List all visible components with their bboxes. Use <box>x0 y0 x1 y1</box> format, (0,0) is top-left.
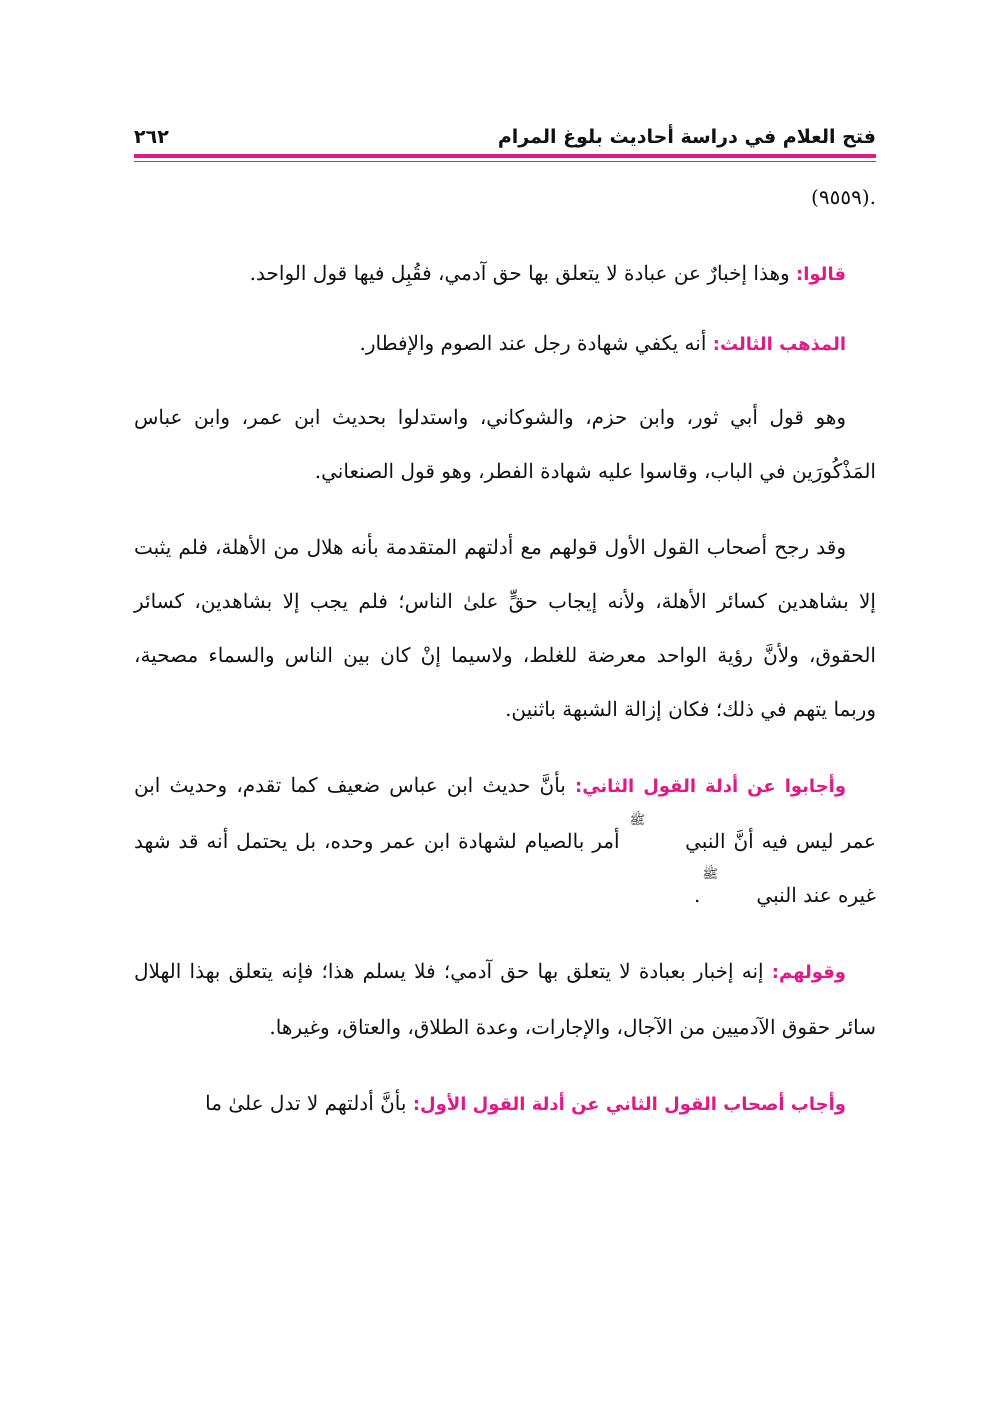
salutation-glyph: ﷺ <box>702 867 719 882</box>
paragraph-qawluhum <box>134 944 876 1054</box>
paragraph-text: وهو قول أبي ثور، وابن حزم، والشوكاني، واستدلوا بحديث ابن عمر، وابن عباس المَذْكُورَين في الباب، وقاسوا عليه شهادة الفطر، وهو قول الصنعاني. <box>134 405 876 483</box>
label-qalu: قالوا: <box>796 264 846 285</box>
paragraph-text: أمر بالصيام لشهادة ابن عمر وحده، بل يحتمل أنه قد شهد غيره عند النبي <box>134 829 876 907</box>
paragraph-replies-first <box>134 1076 876 1132</box>
header-rule-thick <box>134 154 876 158</box>
paragraph-abu-thawr <box>134 390 876 498</box>
paragraph-text: أنه يكفي شهادة رجل عند الصوم والإفطار. <box>359 331 713 355</box>
book-page <box>134 112 876 1132</box>
paragraph-qalu <box>134 246 876 302</box>
paragraph-replies-second <box>134 758 876 922</box>
label-replies-first: وأجاب أصحاب القول الثاني عن أدلة القول الأول: <box>412 1094 846 1115</box>
paragraph-text: بأنَّ حديث ابن عباس ضعيف كما تقدم، وحديث ابن عمر ليس فيه أنَّ النبي <box>134 773 876 853</box>
paragraph-text: وقد رجح أصحاب القول الأول قولهم مع أدلتهم المتقدمة بأنه هلال من الأهلة، فلم يثبت إلا بشاهدين كسائر الأهلة، ولأنه إيجاب حقٍّ علىٰ الناس؛ فلم يجب إلا بشاهدين، كسائر الحقوق، ولأنَّ رؤية الواحد معرضة للغلط، ولاسيما إنْ كان بين الناس والسماء مصحية، وربما يتهم في ذلك؛ فكان إزالة الشبهة باثنين. <box>134 535 876 721</box>
paragraph-third-madhhab <box>134 316 876 372</box>
label-replies-second: وأجابوا عن أدلة القول الثاني: <box>575 776 847 797</box>
paragraph-tarjih <box>134 520 876 736</box>
paragraph-text: وهذا إخبارٌ عن عبادة لا يتعلق بها حق آدمي، فقُبِل فيها قول الواحد. <box>249 261 797 285</box>
page-number: ٢٦٢ <box>134 126 169 148</box>
reference-text: .(٩٥٥٩) <box>811 185 876 209</box>
paragraph-text: . <box>693 883 701 907</box>
label-third-madhhab: المذهب الثالث: <box>712 334 846 355</box>
header-rule-thin <box>134 161 876 162</box>
book-title: فتح العلام في دراسة أحاديث بلوغ المرام <box>497 126 876 148</box>
paragraph-text: إنه إخبار بعبادة لا يتعلق بها حق آدمي؛ فلا يسلم هذا؛ فإنه يتعلق بهذا الهلال سائر حقوق الآدميين من الآجال، والإجارات، وعدة الطلاق، والعتاق، وغيرها. <box>134 959 876 1039</box>
label-qawluhum: وقولهم: <box>771 962 846 983</box>
paragraph-text: بأنَّ أدلتهم لا تدل علىٰ ما <box>205 1091 413 1115</box>
salutation-glyph: ﷺ <box>629 813 646 828</box>
reference-line <box>134 170 876 224</box>
page-header <box>134 112 876 148</box>
